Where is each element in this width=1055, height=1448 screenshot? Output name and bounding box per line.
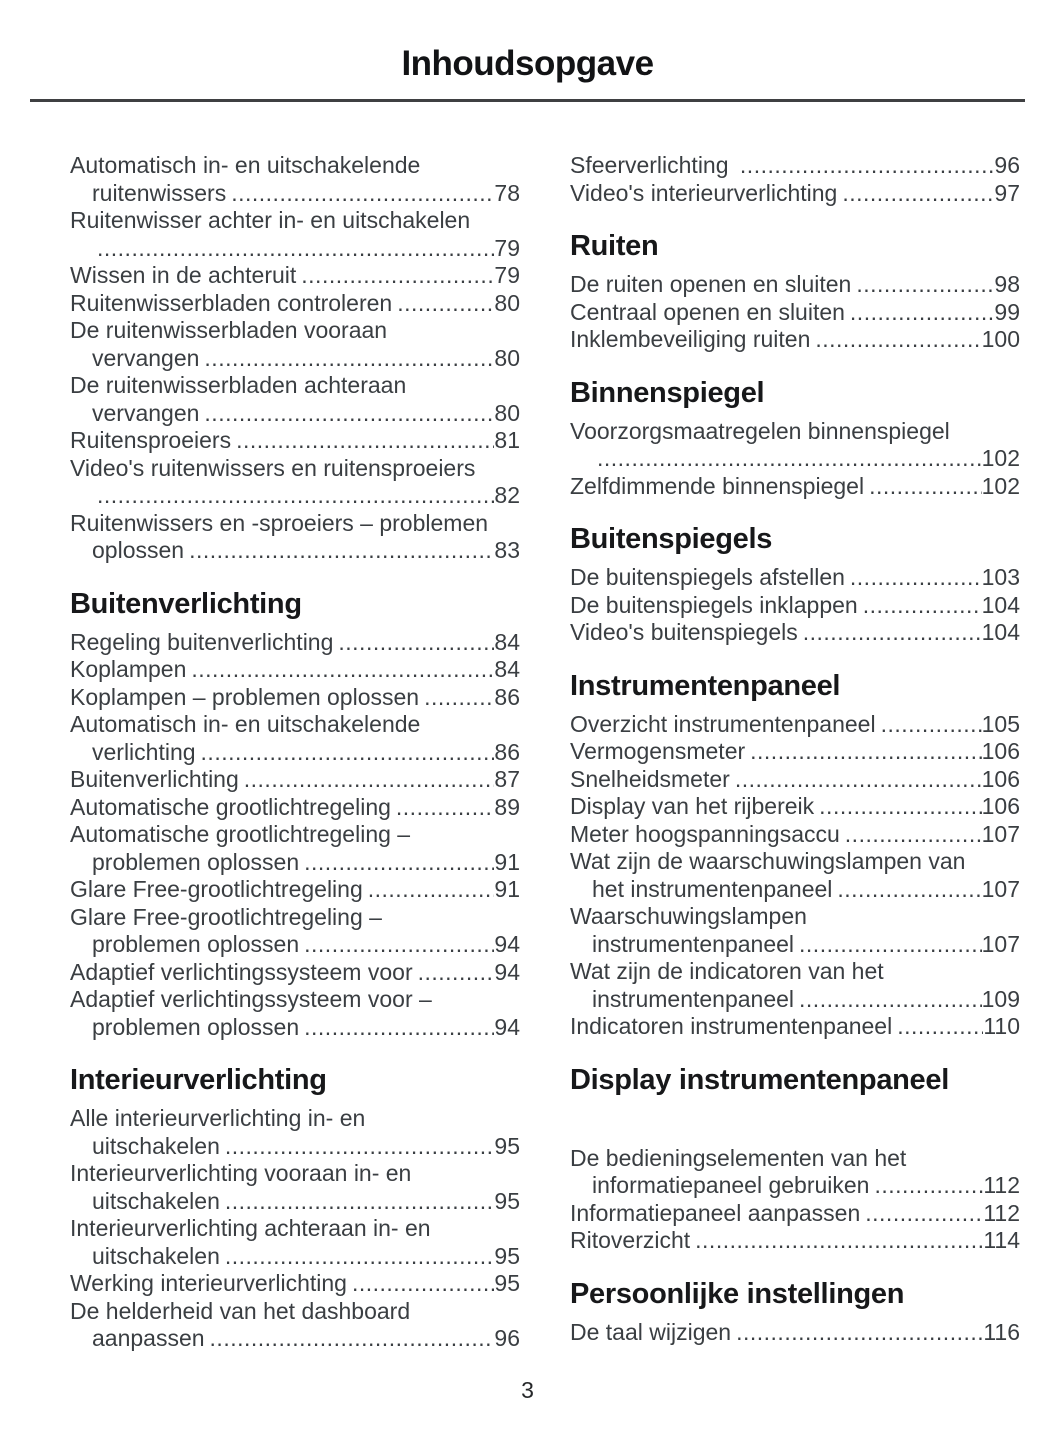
dot-leader [799, 986, 982, 1014]
entry-page-number: 107 [981, 820, 1020, 847]
toc-section [70, 1063, 520, 1353]
entry-last-line [570, 738, 1020, 766]
entry-page-number: 86 [494, 738, 520, 765]
toc-entry [70, 794, 520, 822]
dot-leader [695, 1227, 983, 1255]
entry-last-line [70, 482, 520, 510]
entry-last-line [570, 1227, 1020, 1255]
entry-label: Video's interieurverlichting [570, 179, 838, 206]
entry-label: uitschakelen [92, 1242, 220, 1269]
dot-leader [874, 1172, 983, 1200]
entry-last-line [570, 821, 1020, 849]
toc-entry [570, 619, 1020, 647]
entry-page-number: 99 [994, 298, 1020, 325]
entry-line: Video's ruitenwissers en ruitensproeiers [70, 454, 476, 481]
entry-line: Interieurverlichting vooraan in- en [70, 1160, 412, 1186]
entry-last-line [570, 876, 1020, 904]
entry-label: Inklembeveiliging ruiten [570, 326, 811, 352]
entry-line: Ruitenwisser achter in- en uitschakelen [70, 207, 471, 233]
entry-last-line [570, 1013, 1020, 1041]
entry-page-number: 103 [981, 564, 1020, 590]
entry-label: Indicatoren instrumentenpaneel [570, 1013, 893, 1039]
entry-page-number: 106 [981, 738, 1020, 764]
toc-entry [570, 711, 1020, 739]
entry-page-number: 82 [494, 482, 520, 508]
entry-page-number: 112 [983, 1199, 1020, 1226]
entry-label: Werking interieurverlichting [70, 1270, 347, 1296]
toc-entry [570, 271, 1020, 299]
dot-leader [97, 235, 494, 263]
toc-entry [70, 1160, 520, 1215]
entry-last-line [70, 235, 520, 263]
entry-label: oplossen [92, 537, 185, 563]
toc-section [70, 587, 520, 1042]
entry-last-line [70, 739, 520, 767]
entry-last-line [570, 445, 1020, 473]
toc-entry [70, 455, 520, 510]
toc-entry [570, 1227, 1020, 1255]
entry-page-number: 84 [494, 628, 520, 655]
toc-entry [570, 1319, 1020, 1347]
dot-leader [304, 931, 494, 959]
entry-line: De ruitenwisserbladen vooraan [70, 317, 388, 343]
entry-last-line [70, 180, 520, 208]
entry-last-line [570, 1319, 1020, 1347]
entry-last-line [70, 1133, 520, 1161]
toc-entry [70, 262, 520, 290]
entry-last-line [570, 793, 1020, 821]
entry-label: Meter hoogspanningsaccu [570, 820, 840, 847]
entry-page-number: 110 [983, 1013, 1020, 1039]
entry-page-number: 79 [494, 234, 520, 261]
entry-line: Alle interieurverlichting in- en [70, 1105, 366, 1131]
entry-last-line [70, 766, 520, 794]
entry-label: De buitenspiegels afstellen [570, 564, 845, 590]
entry-line: Wat zijn de indicatoren van het [570, 958, 884, 984]
section-heading: Instrumentenpaneel [570, 669, 841, 702]
toc-entry [70, 427, 520, 455]
dot-leader [597, 445, 982, 473]
entry-page-number: 94 [494, 958, 520, 985]
dot-leader [815, 326, 981, 354]
dot-leader [740, 152, 994, 180]
entry-label: Display van het rijbereik [570, 793, 815, 819]
section-heading: Display instrumentenpaneel [570, 1063, 949, 1096]
entry-page-number: 80 [494, 289, 520, 316]
entry-label: instrumentenpaneel [592, 930, 795, 957]
dot-leader [204, 345, 494, 373]
entry-label: Centraal openen en sluiten [570, 298, 845, 325]
entry-line: Interieurverlichting achteraan in- en [70, 1215, 431, 1241]
entry-page-number: 95 [494, 1187, 520, 1214]
dot-leader [225, 1243, 495, 1271]
entry-last-line [570, 766, 1020, 794]
section-heading: Persoonlijke instellingen [570, 1277, 905, 1310]
entry-page-number: 81 [494, 427, 520, 453]
entry-label: Buitenverlichting [70, 766, 239, 792]
toc-entry [570, 152, 1020, 180]
toc-entry [70, 629, 520, 657]
entry-page-number: 95 [494, 1132, 520, 1159]
toc-entry [70, 510, 520, 565]
entry-page-number: 94 [494, 1013, 520, 1040]
entry-line: Automatisch in- en uitschakelende [70, 152, 421, 178]
entry-line: De helderheid van het dashboard [70, 1297, 411, 1324]
dot-leader [799, 931, 982, 959]
entry-last-line [570, 180, 1020, 208]
entry-last-line [570, 326, 1020, 354]
toc-entry [570, 418, 1020, 473]
entry-last-line [570, 619, 1020, 647]
entry-last-line [70, 931, 520, 959]
entry-page-number: 91 [494, 848, 520, 875]
toc-entry [570, 326, 1020, 354]
entry-label: informatiepaneel gebruiken [592, 1172, 870, 1198]
entry-label: het instrumentenpaneel [592, 875, 833, 902]
dot-leader [204, 400, 494, 428]
dot-leader [845, 821, 982, 849]
entry-page-number: 100 [981, 326, 1020, 352]
entry-page-number: 80 [494, 344, 520, 371]
toc-entry [570, 793, 1020, 821]
entry-page-number: 79 [494, 262, 520, 288]
entry-last-line [70, 794, 520, 822]
entry-last-line [70, 427, 520, 455]
entry-label: problemen oplossen [92, 848, 300, 875]
toc-section [570, 376, 1020, 501]
entry-last-line [70, 537, 520, 565]
entry-last-line [70, 1243, 520, 1271]
entry-page-number: 96 [494, 1325, 520, 1351]
toc-entry [70, 711, 520, 766]
toc-entry [570, 180, 1020, 208]
entry-label: vervangen [92, 399, 200, 426]
entry-line: Glare Free-grootlichtregeling – [70, 903, 382, 930]
toc-entry [70, 959, 520, 987]
entry-label: Snelheidsmeter [570, 765, 730, 792]
entry-label: aanpassen [92, 1325, 205, 1351]
toc-entry [570, 766, 1020, 794]
entry-last-line [570, 564, 1020, 592]
entry-line: Waarschuwingslampen [570, 903, 807, 929]
toc-section [570, 229, 1020, 354]
toc-section [570, 152, 1020, 207]
entry-last-line [70, 1188, 520, 1216]
entry-last-line [570, 711, 1020, 739]
entry-line: Automatisch in- en uitschakelende [70, 711, 421, 737]
entry-last-line [70, 400, 520, 428]
entry-label: Informatiepaneel aanpassen [570, 1199, 861, 1226]
entry-last-line [70, 1325, 520, 1353]
entry-label: Automatische grootlichtregeling [70, 793, 391, 820]
entry-page-number: 106 [981, 765, 1020, 792]
dot-leader [850, 564, 982, 592]
entry-label: Ritoverzicht [570, 1227, 691, 1253]
entry-label: De taal wijzigen [570, 1318, 732, 1345]
entry-page-number: 91 [494, 876, 520, 902]
dot-leader [750, 738, 981, 766]
entry-label: Sfeerverlichting [570, 152, 735, 178]
entry-last-line [70, 959, 520, 987]
toc-entry [570, 848, 1020, 903]
dot-leader [236, 427, 494, 455]
entry-last-line [70, 345, 520, 373]
toc-section [70, 152, 520, 565]
page-title: Inhoudsopgave [401, 44, 654, 83]
dot-leader [897, 1013, 983, 1041]
entry-last-line [70, 1270, 520, 1298]
dot-leader [803, 619, 982, 647]
dot-leader [396, 794, 495, 822]
entry-last-line [70, 849, 520, 877]
entry-line: Automatische grootlichtregeling – [70, 821, 411, 847]
toc-entry [70, 876, 520, 904]
toc-entry [70, 317, 520, 372]
entry-label: Koplampen [70, 656, 187, 682]
entry-label: problemen oplossen [92, 931, 300, 957]
dot-leader [418, 959, 495, 987]
toc-entry [70, 152, 520, 207]
dot-leader [201, 739, 495, 767]
entry-label: Koplampen – problemen oplossen [70, 683, 420, 710]
dot-leader [397, 290, 494, 318]
toc-entry [70, 766, 520, 794]
entry-last-line [70, 656, 520, 684]
toc-entry [570, 1200, 1020, 1228]
entry-last-line [570, 592, 1020, 620]
entry-label: De buitenspiegels inklappen [570, 591, 858, 618]
toc-entry [570, 738, 1020, 766]
entry-label: instrumentenpaneel [592, 985, 795, 1012]
toc-entry [570, 592, 1020, 620]
entry-line: Adaptief verlichtingssysteem voor – [70, 986, 432, 1012]
toc-columns [0, 102, 1055, 1353]
toc-section [570, 1063, 1020, 1255]
toc-entry [70, 1105, 520, 1160]
dot-leader [352, 1270, 494, 1298]
toc-section [570, 669, 1020, 1041]
toc-entry [570, 564, 1020, 592]
dot-leader [210, 1325, 495, 1353]
entry-last-line [70, 684, 520, 712]
dot-leader [856, 271, 994, 299]
entry-page-number: 95 [494, 1270, 520, 1296]
entry-label: Glare Free-grootlichtregeling [70, 876, 363, 902]
dot-leader [301, 262, 494, 290]
entry-page-number: 104 [981, 619, 1020, 645]
entry-page-number: 86 [494, 683, 520, 710]
entry-page-number: 89 [494, 793, 520, 820]
entry-page-number: 83 [494, 537, 520, 563]
toc-entry [70, 821, 520, 876]
entry-label: problemen oplossen [92, 1013, 300, 1040]
entry-last-line [70, 876, 520, 904]
entry-page-number: 116 [983, 1318, 1020, 1345]
dot-leader [837, 876, 981, 904]
dot-leader [338, 629, 494, 657]
section-heading: Buitenverlichting [70, 587, 302, 620]
dot-leader [850, 299, 994, 327]
entry-last-line [70, 1014, 520, 1042]
toc-entry [570, 903, 1020, 958]
entry-line: De ruitenwisserbladen achteraan [70, 372, 407, 398]
entry-label: uitschakelen [92, 1187, 220, 1214]
section-heading: Buitenspiegels [570, 523, 773, 555]
entry-page-number: 109 [981, 985, 1020, 1012]
dot-leader [225, 1133, 495, 1161]
dot-leader [97, 482, 494, 510]
entry-page-number: 98 [994, 271, 1020, 297]
entry-line: Ruitenwissers en -sproeiers – problemen [70, 509, 489, 536]
entry-page-number: 96 [994, 152, 1020, 178]
entry-page-number: 114 [983, 1227, 1020, 1253]
toc-entry [570, 473, 1020, 501]
toc-entry [70, 684, 520, 712]
entry-label: Video's buitenspiegels [570, 619, 798, 645]
toc-entry [70, 1298, 520, 1353]
entry-label: uitschakelen [92, 1132, 220, 1159]
entry-label: Wissen in de achteruit [70, 262, 297, 288]
dot-leader [735, 766, 982, 794]
entry-last-line [570, 1172, 1020, 1200]
dot-leader [225, 1188, 495, 1216]
entry-page-number: 107 [981, 930, 1020, 957]
entry-line: Voorzorgsmaatregelen binnenspiegel [570, 417, 950, 444]
entry-last-line [70, 290, 520, 318]
section-heading: Binnenspiegel [570, 376, 765, 409]
entry-last-line [570, 931, 1020, 959]
toc-section [570, 1277, 1020, 1347]
toc-section [570, 522, 1020, 647]
entry-page-number: 97 [994, 179, 1020, 206]
entry-page-number: 87 [494, 766, 520, 792]
dot-leader [244, 766, 495, 794]
toc-column [570, 152, 1020, 1353]
entry-last-line [70, 262, 520, 290]
dot-leader [842, 180, 994, 208]
dot-leader [424, 684, 494, 712]
entry-label: Zelfdimmende binnenspiegel [570, 472, 865, 499]
dot-leader [736, 1319, 983, 1347]
toc-entry [70, 1215, 520, 1270]
entry-last-line [70, 629, 520, 657]
entry-label: Ruitenwisserbladen controleren [70, 289, 393, 316]
toc-entry [570, 1013, 1020, 1041]
entry-last-line [570, 299, 1020, 327]
entry-last-line [570, 986, 1020, 1014]
dot-leader [231, 180, 494, 208]
dot-leader [304, 1014, 494, 1042]
entry-last-line [570, 473, 1020, 501]
entry-page-number: 95 [494, 1242, 520, 1269]
toc-entry [570, 1145, 1020, 1200]
section-heading: Interieurverlichting [70, 1064, 327, 1096]
entry-label: Ruitensproeiers [70, 427, 232, 453]
entry-page-number: 104 [981, 591, 1020, 618]
entry-page-number: 112 [983, 1172, 1020, 1198]
entry-label: Regeling buitenverlichting [70, 628, 334, 655]
toc-entry [570, 821, 1020, 849]
entry-label: vervangen [92, 344, 200, 371]
entry-page-number: 80 [494, 399, 520, 426]
toc-entry [70, 290, 520, 318]
entry-page-number: 84 [494, 656, 520, 682]
dot-leader [881, 711, 982, 739]
toc-column [70, 152, 520, 1353]
entry-label: Adaptief verlichtingssysteem voor [70, 958, 413, 985]
entry-page-number: 78 [494, 179, 520, 206]
dot-leader [865, 1200, 983, 1228]
entry-last-line [570, 271, 1020, 299]
toc-entry [70, 904, 520, 959]
page-number: 3 [521, 1377, 534, 1403]
entry-label: verlichting [92, 738, 196, 765]
entry-page-number: 102 [981, 445, 1020, 471]
toc-entry [570, 299, 1020, 327]
toc-entry [570, 958, 1020, 1013]
toc-entry [70, 207, 520, 262]
entry-label: De ruiten openen en sluiten [570, 271, 852, 297]
dot-leader [863, 592, 982, 620]
entry-label: Vermogensmeter [570, 738, 746, 764]
toc-entry [70, 372, 520, 427]
entry-page-number: 107 [981, 875, 1020, 902]
entry-page-number: 105 [981, 710, 1020, 737]
dot-leader [819, 793, 981, 821]
entry-last-line [570, 1200, 1020, 1228]
entry-line: Wat zijn de waarschuwingslampen van [570, 848, 966, 874]
toc-entry [70, 986, 520, 1041]
entry-page-number: 102 [981, 472, 1020, 499]
dot-leader [189, 537, 494, 565]
entry-label: Overzicht instrumentenpaneel [570, 710, 876, 737]
entry-page-number: 106 [981, 793, 1020, 819]
dot-leader [191, 656, 494, 684]
entry-last-line [570, 152, 1020, 180]
dot-leader [304, 849, 494, 877]
entry-page-number: 94 [494, 931, 520, 957]
entry-label: ruitenwissers [92, 179, 227, 206]
section-heading: Ruiten [570, 230, 659, 262]
toc-entry [70, 1270, 520, 1298]
dot-leader [869, 473, 982, 501]
dot-leader [368, 876, 495, 904]
entry-line: De bedieningselementen van het [570, 1144, 907, 1171]
toc-entry [70, 656, 520, 684]
